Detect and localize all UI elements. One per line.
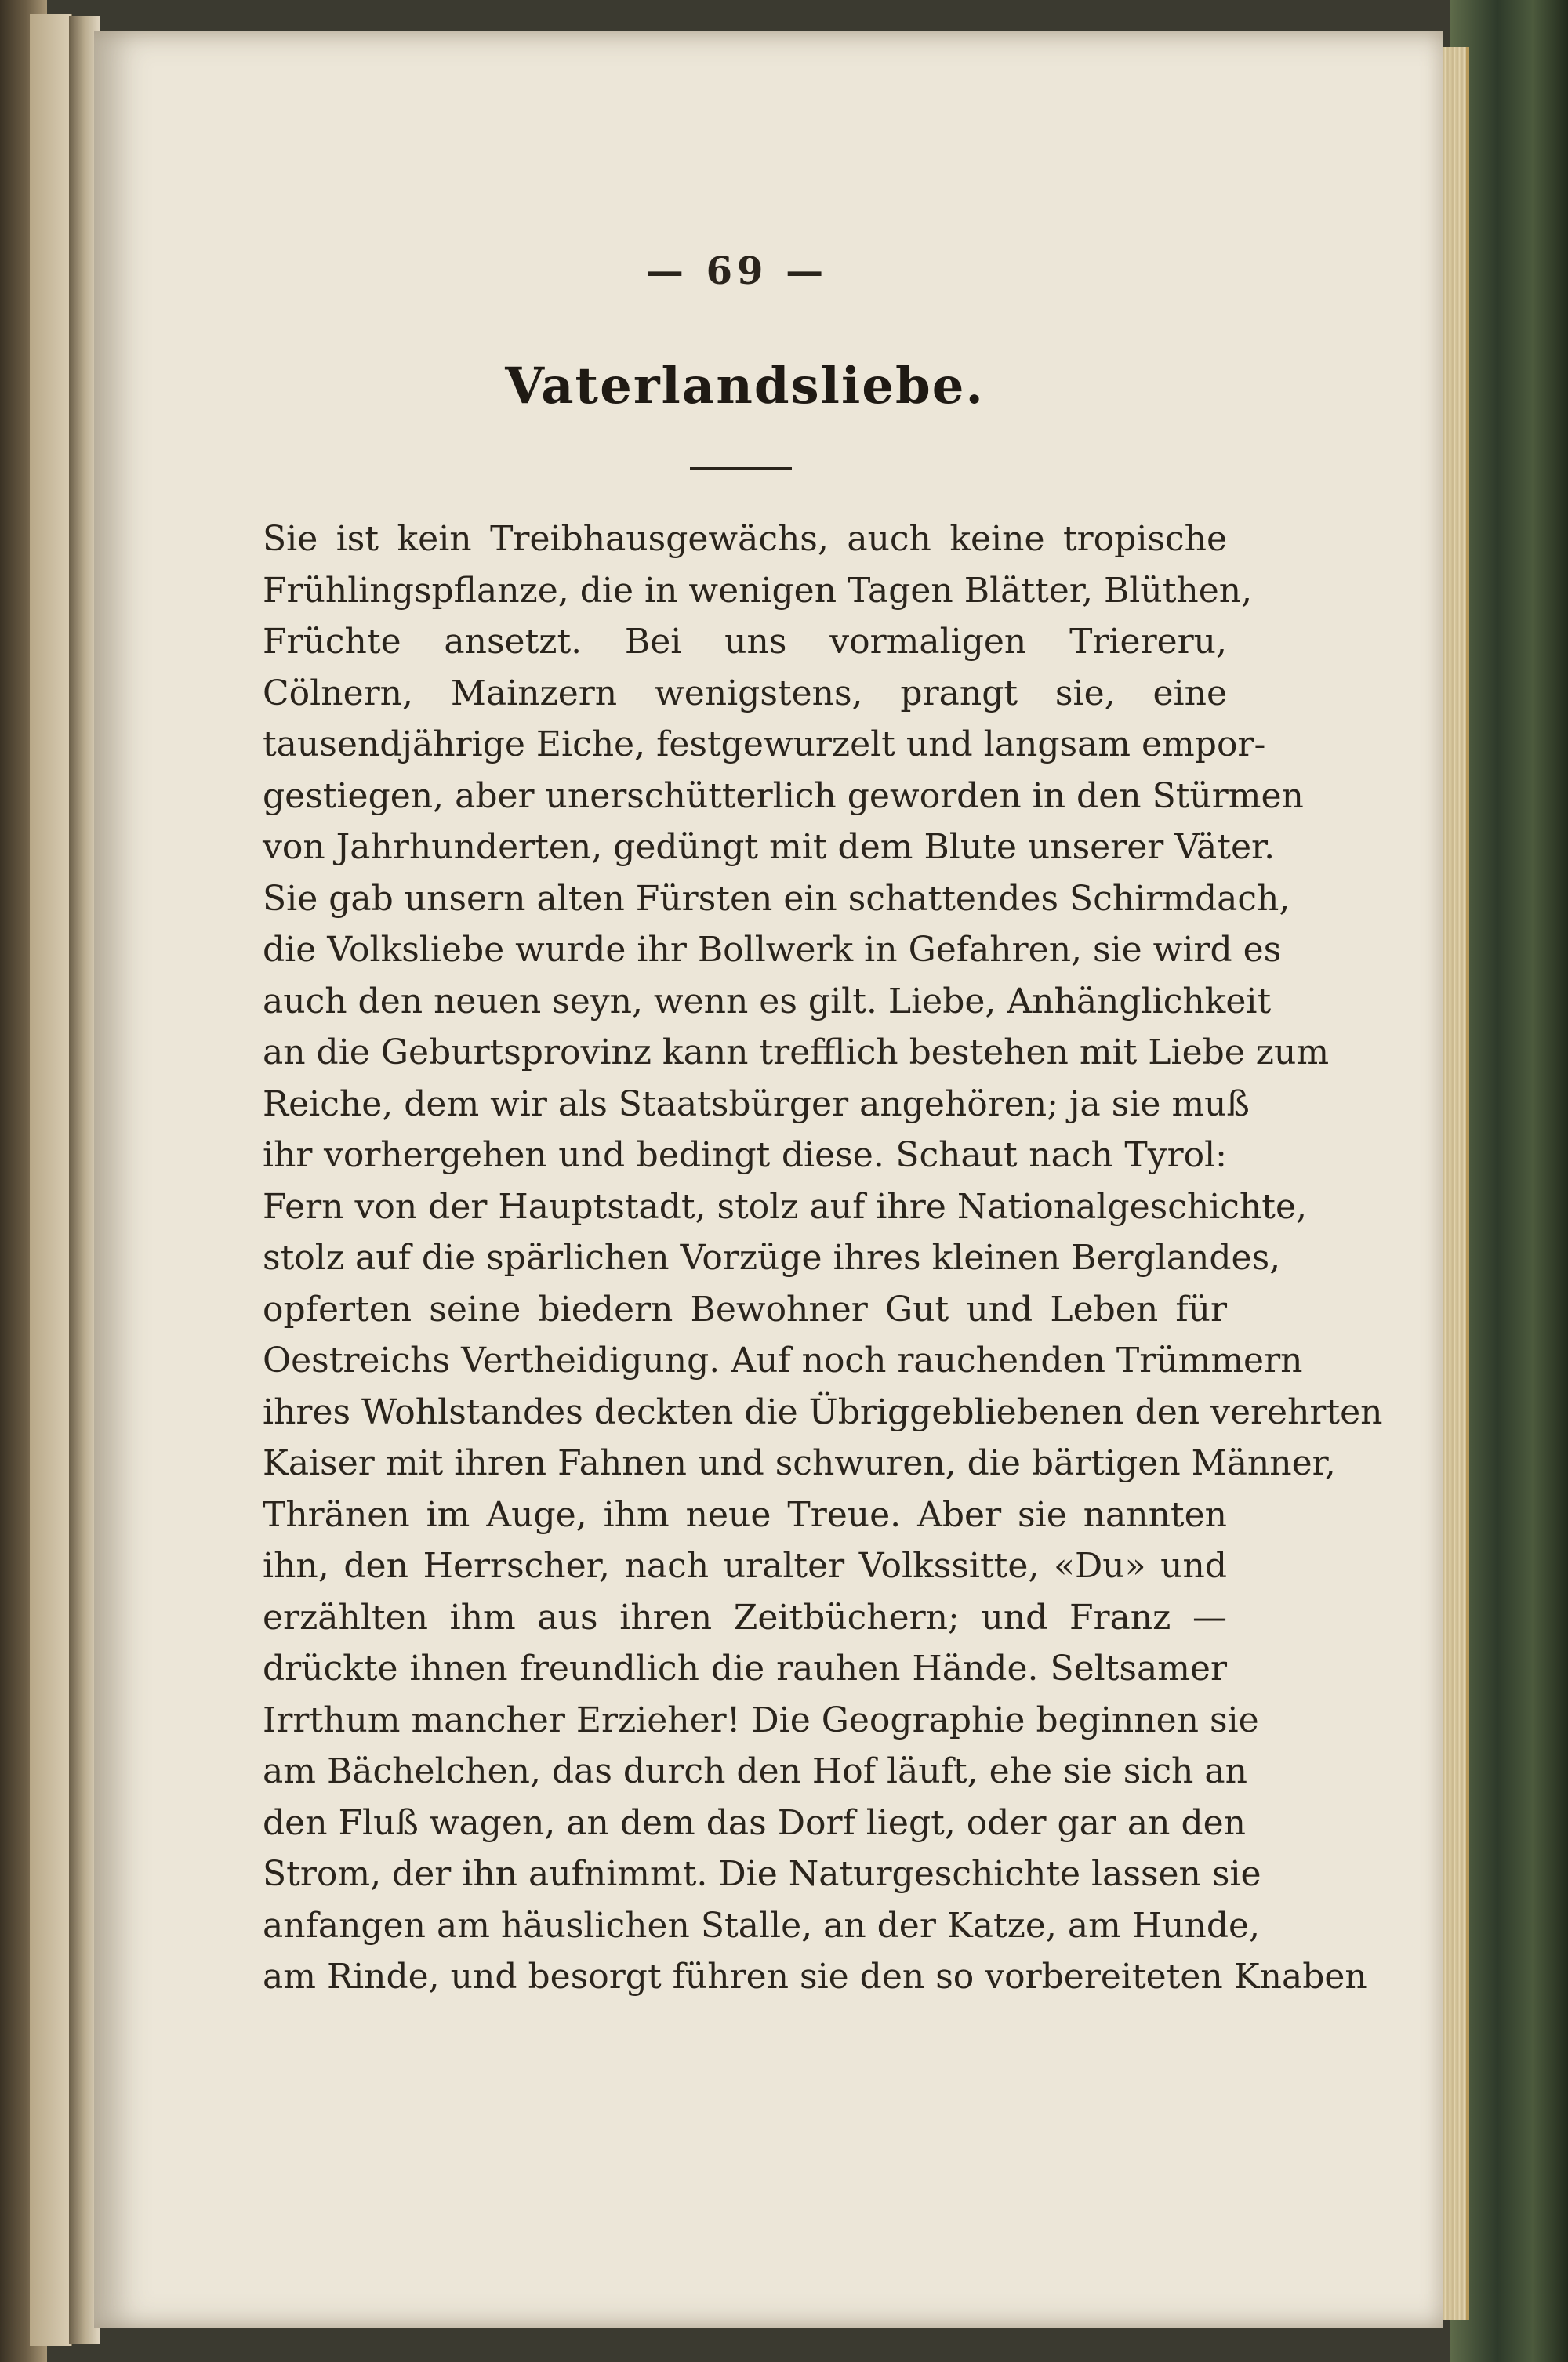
text-line: Cölnern, Mainzern wenigstens, prangt sie, eine bbox=[263, 673, 1227, 713]
text-line: die Volksliebe wurde ihr Bollwerk in Gefahren, sie wird es bbox=[263, 930, 1282, 970]
chapter-title: Vaterlandsliebe. bbox=[505, 357, 985, 415]
page-number: — 69 — bbox=[645, 249, 829, 293]
text-line: ihn, den Herrscher, nach uralter Volkssitte, «Du» und bbox=[263, 1546, 1227, 1586]
text-line: tausendjährige Eiche, festgewurzelt und langsam empor- bbox=[263, 724, 1266, 764]
text-line: ihr vorhergehen und bedingt diese. Schaut nach Tyrol: bbox=[263, 1135, 1227, 1175]
text-line: anfangen am häuslichen Stalle, an der Katze, am Hunde, bbox=[263, 1905, 1261, 1946]
text-line: auch den neuen seyn, wenn es gilt. Liebe, Anhänglichkeit bbox=[263, 981, 1272, 1021]
text-line: am Bächelchen, das durch den Hof läuft, ehe sie sich an bbox=[263, 1751, 1247, 1791]
text-line: Fern von der Hauptstadt, stolz auf ihre Nationalgeschichte, bbox=[263, 1186, 1307, 1227]
title-divider bbox=[690, 467, 792, 470]
text-line: ihres Wohlstandes deckten die Übriggebliebenen den verehrten bbox=[263, 1391, 1383, 1432]
text-line: von Jahrhunderten, gedüngt mit dem Blute unserer Väter. bbox=[263, 827, 1276, 867]
text-line: den Fluß wagen, an dem das Dorf liegt, oder gar an den bbox=[263, 1802, 1246, 1843]
text-line: Frühlingspflanze, die in wenigen Tagen Blätter, Blüthen, bbox=[263, 570, 1253, 611]
text-line: am Rinde, und besorgt führen sie den so vorbereiteten Knaben bbox=[263, 1957, 1367, 1997]
body-text bbox=[263, 513, 1383, 2003]
text-line: opferten seine biedern Bewohner Gut und Leben für bbox=[263, 1289, 1227, 1330]
text-line: Thränen im Auge, ihm neue Treue. Aber sie nannten bbox=[263, 1494, 1227, 1535]
text-line: stolz auf die spärlichen Vorzüge ihres kleinen Berglandes, bbox=[263, 1238, 1281, 1278]
text-line: erzählten ihm aus ihren Zeitbüchern; und Franz — bbox=[263, 1597, 1227, 1638]
text-line: drückte ihnen freundlich die rauhen Hände. Seltsamer bbox=[263, 1649, 1227, 1689]
text-line: Irrthum mancher Erzieher! Die Geographie beginnen sie bbox=[263, 1700, 1259, 1740]
facing-page-edge bbox=[30, 14, 72, 2346]
text-line: Sie ist kein Treibhausgewächs, auch keine tropische bbox=[263, 519, 1227, 559]
text-line: Strom, der ihn aufnimmt. Die Naturgeschichte lassen sie bbox=[263, 1854, 1261, 1894]
text-line: gestiegen, aber unerschütterlich geworden in den Stürmen bbox=[263, 775, 1304, 816]
text-line: Kaiser mit ihren Fahnen und schwuren, die bärtigen Männer, bbox=[263, 1443, 1336, 1483]
text-line: Oestreichs Vertheidigung. Auf noch rauchenden Trümmern bbox=[263, 1341, 1303, 1381]
text-line: Früchte ansetzt. Bei uns vormaligen Triereru, bbox=[263, 622, 1227, 662]
text-line: Sie gab unsern alten Fürsten ein schattendes Schirmdach, bbox=[263, 878, 1290, 919]
text-line: Reiche, dem wir als Staatsbürger angehören; ja sie muß bbox=[263, 1083, 1250, 1124]
text-line: an die Geburtsprovinz kann trefflich bestehen mit Liebe zum bbox=[263, 1032, 1330, 1072]
